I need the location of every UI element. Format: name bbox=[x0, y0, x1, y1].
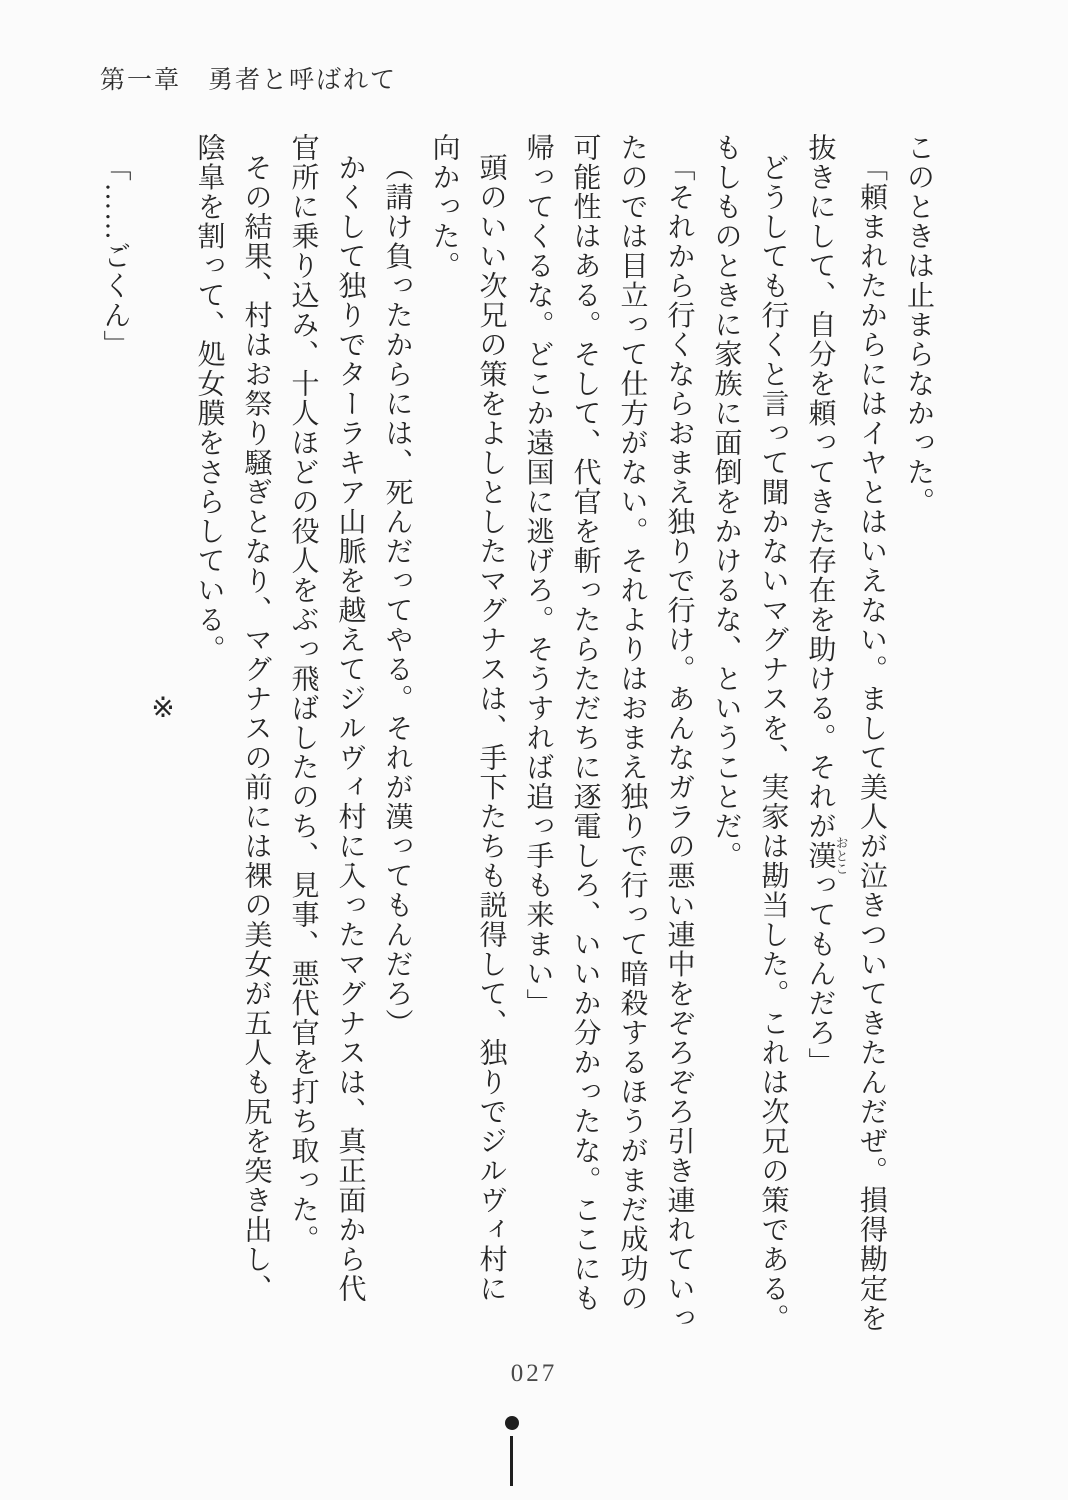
text-column: その結果、村はお祭り騒ぎとなり、マグナスの前には裸の美女が五人も尻を突き出し、 bbox=[240, 153, 272, 1304]
ruby-annotation: 漢おとこ bbox=[804, 836, 849, 876]
page-number: 027 bbox=[510, 1360, 558, 1387]
text-column: 「それから行くならおまえ独りで行け。あんなガラの悪い連中をぞろぞろ引き連れていっ bbox=[663, 153, 695, 1333]
text-column: 陰皐を割って、処女膜をさらしている。 bbox=[193, 133, 225, 664]
chapter-header: 第一章 勇者と呼ばれて bbox=[100, 67, 398, 94]
footer-pin-dot bbox=[505, 1416, 519, 1430]
text-column: もしものときに家族に面倒をかけるな、ということだ。 bbox=[710, 133, 742, 871]
text-column: （請け負ったからには、死んだってやる。それが漢ってもんだろ） bbox=[381, 153, 413, 1038]
text-column: このときは止まらなかった。 bbox=[903, 133, 934, 517]
text-column: 「頼まれたからにはイヤとはいえない。まして美人が泣きついてきたんだぜ。損得勘定を bbox=[856, 153, 887, 1333]
section-separator: ※ bbox=[146, 691, 178, 726]
text-column: 可能性はある。そして、代官を斬ったらただちに逐電しろ、いいか分かったな。ここにも bbox=[569, 133, 601, 1313]
text-column: 向かった。 bbox=[428, 133, 460, 281]
text-column: どうしても行くと言って聞かないマグナスを、実家は勘当した。これは次兄の策である。 bbox=[757, 153, 789, 1333]
text-column: たのでは目立って仕方がない。それよりはおまえ独りで行って暗殺するほうがまだ成功の bbox=[616, 133, 648, 1313]
body-text bbox=[96, 133, 942, 1343]
text-column: かくして独りでターラキア山脈を越えてジルヴィ村に入ったマグナスは、真正面から代 bbox=[334, 153, 366, 1304]
text-column: 官所に乗り込み、十人ほどの役人をぶっ飛ばしたのち、見事、悪代官を打ち取った。 bbox=[287, 133, 319, 1254]
text-column: 帰ってくるな。どこか遠国に逃げろ。そうすれば追っ手も来まい」 bbox=[522, 133, 554, 1018]
footer-pin-line bbox=[510, 1436, 513, 1486]
text-column: 抜きにして、自分を頼ってきた存在を助ける。それが漢おとこってもんだろ」 bbox=[804, 133, 849, 1077]
text-column: 頭のいい次兄の策をよしとしたマグナスは、手下たちも説得して、独りでジルヴィ村に bbox=[475, 153, 507, 1304]
text-column: 「……ごくん」 bbox=[99, 153, 131, 360]
